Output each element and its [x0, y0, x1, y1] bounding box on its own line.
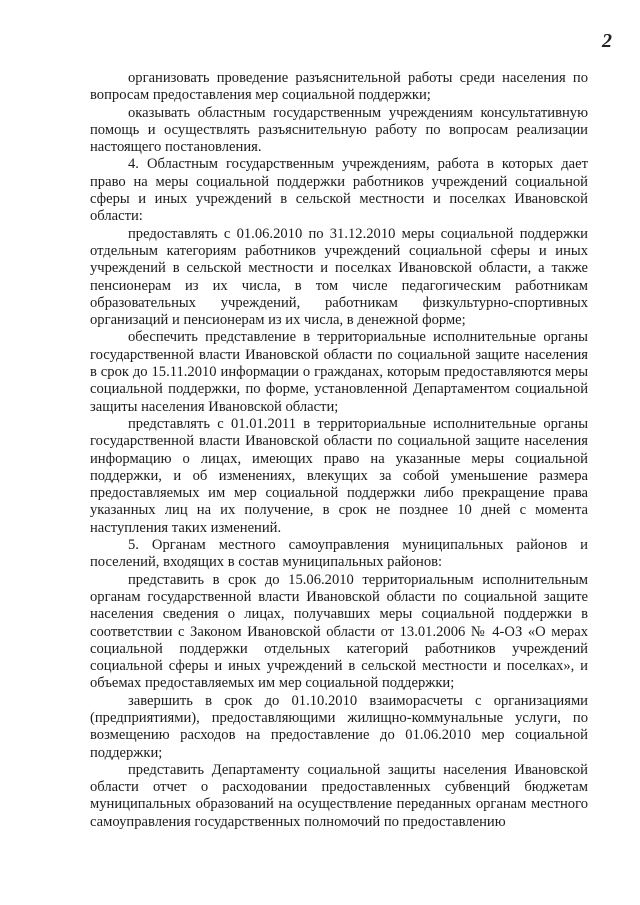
- paragraph: предоставлять с 01.06.2010 по 31.12.2010 меры социальной поддержки отдельным категориям работников учреждений социальной сферы и иных учреждений в сельской местности и поселках Ивановской области, а также пенсионерам из их числа, в том числе педагогическим работникам образовательных учреждений, работникам физкультурно-спортивных организаций и пенсионерам из их числа, в денежной форме;: [90, 225, 588, 329]
- paragraph: завершить в срок до 01.10.2010 взаиморасчеты с организациями (предприятиями), предоставляющими жилищно-коммунальные услуги, по возмещению расходов на предоставление до 01.06.2010 мер социальной поддержки;: [90, 692, 588, 761]
- paragraph: 4. Областным государственным учреждениям, работа в которых дает право на меры социальной поддержки работников учреждений социальной сферы и иных учреждений в сельской местности и поселках Ивановской области:: [90, 156, 588, 225]
- paragraph: представить Департаменту социальной защиты населения Ивановской области отчет о расходовании предоставленных субвенций бюджетам муниципальных образований на осуществление переданных органам местного самоуправления государственных полномочий по предоставлению: [90, 761, 588, 830]
- paragraph: представить в срок до 15.06.2010 территориальным исполнительным органам государственной власти Ивановской области по социальной защите населения сведения о лицах, получавших меры социальной поддержки в соответствии с Законом Ивановской области от 13.01.2006 № 4-ОЗ «О мерах социальной поддержки отдельных категорий работников учреждений социальной сферы и иных учреждений в сельской местности и поселках», и объемах предоставляемых им мер социальной поддержки;: [90, 571, 588, 692]
- paragraph: представлять с 01.01.2011 в территориальные исполнительные органы государственной власти Ивановской области по социальной защите населения информацию о лицах, имеющих право на указанные меры социальной поддержки, и об изменениях, влекущих за собой уменьшение размера предоставляемых им мер социальной поддержки либо прекращение права указанных лиц на их получение, в срок не позднее 10 дней с момента наступления таких изменений.: [90, 415, 588, 536]
- paragraph: 5. Органам местного самоуправления муниципальных районов и поселений, входящих в состав муниципальных районов:: [90, 537, 588, 571]
- paragraph: оказывать областным государственным учреждениям консультативную помощь и осуществлять разъяснительную работу по вопросам реализации настоящего постановления.: [90, 104, 588, 156]
- page-number: 2: [602, 30, 612, 52]
- paragraph: обеспечить представление в территориальные исполнительные органы государственной власти Ивановской области по социальной защите населения в срок до 15.11.2010 информации о гражданах, которым предоставляются меры социальной поддержки, по форме, установленной Департаментом социальной защиты населения Ивановской области;: [90, 329, 588, 415]
- document-body: [90, 70, 588, 831]
- paragraph: организовать проведение разъяснительной работы среди населения по вопросам предоставления мер социальной поддержки;: [90, 70, 588, 104]
